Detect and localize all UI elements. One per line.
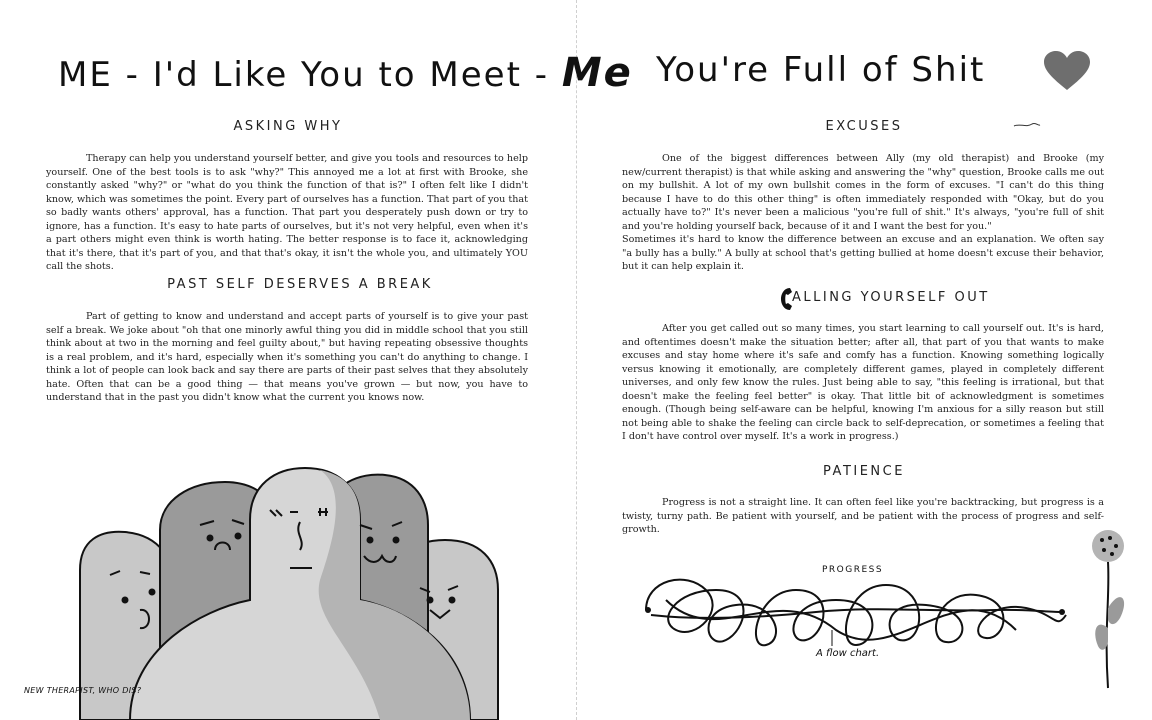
left-dark-eye	[207, 535, 214, 542]
calling-yourself-out-paragraph: After you get called out so many times, you start learning to call yourself out. It's is hard, and oftentimes doesn't make the situation better; after all, that part of you that wants to make excuses and stay home where it's safe and comfy has a function. Knowing something logically versus knowing it emotionally, are completely different games, played in completely different universes, and only few know the rules. Just being able to say, "this feeling is irrational, but that doesn't make the feeling feel better" is okay. That little bit of acknowledgment is sometimes enough. (Though being self-aware can be helpful, knowing I'm anxious for a silly reason but still not being able to shake the feeling can circle back to self-deprecation, or sometimes a feeling that I don't have control over myself. It's a work in progress.)	[622, 323, 1104, 442]
illustration-caption: NEW THERAPIST, WHO DIS?	[24, 686, 142, 695]
past-self-heading: PAST SELF DESERVES A BREAK	[167, 277, 433, 292]
flower-stem	[1107, 562, 1109, 688]
right-page-title	[656, 50, 985, 90]
flower-head	[1092, 530, 1124, 562]
flower-leaf	[1095, 625, 1108, 650]
calling-yourself-out-body	[622, 322, 1104, 444]
left-page-title	[58, 50, 633, 96]
excuses-paragraph-2-text: Sometimes it's hard to know the difference between an excuse and an explanation. We often say "a bully has a bully." A bully at school that's getting bullied at home doesn't excuse their behavior, but it can help explain it.	[622, 234, 1104, 272]
far-left-eye	[149, 589, 156, 596]
tangled-line	[646, 580, 1066, 646]
selves-illustration	[0, 460, 576, 720]
title-suffix: Me	[561, 50, 633, 96]
past-self-body	[46, 310, 528, 405]
far-right-eye	[427, 597, 434, 604]
patience-paragraph: Progress is not a straight line. It can often feel like you're backtracking, but progress is a twisty, turny path. Be patient with yourself, and be patient with the process of progress and self-growth.	[622, 497, 1104, 535]
left-dark-eye	[235, 533, 242, 540]
progress-label: PROGRESS	[822, 565, 884, 575]
asking-why-heading: ASKING WHY	[233, 119, 343, 134]
excuses-paragraph-1: One of the biggest differences between Ally (my old therapist) and Brooke (my new/current therapist) is that while asking and answering the "why" question, Brooke calls me out on my bullshit. A lot of my own bullshit comes in the form of excuses. "I can't do this thing because I have to do this other thing" is often immediately responded with "Okay, but do you actually have to?" It's never been a malicious "you're full of shit." It's always, "you're full of shit and you're holding yourself back, because of it and I want the best for you."	[622, 153, 1104, 232]
far-left-eye	[122, 597, 129, 604]
flower-leaf	[1108, 597, 1124, 624]
title-prefix: ME - I'd Like You to Meet -	[58, 55, 549, 95]
calling-yourself-out-heading: ALLING YOURSELF OUT	[792, 290, 990, 305]
patience-body	[622, 496, 1104, 537]
right-dark-eye	[367, 537, 374, 544]
past-self-paragraph: Part of getting to know and understand and accept parts of yourself is to give your past self a break. We joke about "oh that one minorly awful thing you did in middle school that you still think about at two in the morning and feel guilty about," but having repeating obsessive thoughts is a real problem, and it's hard, especially when it's something you can't do anything to change. I think a lot of people can look back and say there are parts of their past selves that they absolutely hate. Often that can be a good thing — that means you've grown — but now, you have to understand that in the past you didn't know what the current you knows now.	[46, 311, 528, 403]
right-page	[576, 0, 1152, 720]
end-dot	[1059, 609, 1065, 615]
excuses-body	[622, 152, 1104, 274]
title-text: You're Full of Shit	[656, 50, 986, 90]
right-dark-eye	[393, 537, 400, 544]
asking-why-paragraph: Therapy can help you understand yourself better, and give you tools and resources to help yourself. One of the best tools is to ask "why?" This annoyed me a lot at first with Brooke, she constantly asked "why?" or "what do you think the function of that is?" I often felt like I didn't know, which was sometimes the point. Every part of ourselves has a function. That part of you that so badly wants others' approval, has a function. That part you desperately push down or try to ignore, has a function. It's easy to hate parts of ourselves, but it's not very helpful, even when it's a part others might even think is worth hating. The better response is to face it, acknowledging that it's there, that it's part of you, and that that's okay, it isn't the whole you, and ultimately YOU call the shots.	[46, 153, 528, 272]
patience-heading: PATIENCE	[823, 464, 905, 479]
progress-doodle	[636, 560, 1076, 660]
far-right-eye	[449, 597, 456, 604]
flower-doodle	[1090, 528, 1140, 688]
flow-chart-caption: A flow chart.	[816, 648, 880, 659]
asking-why-body	[46, 152, 528, 274]
excuses-heading: EXCUSES	[825, 119, 903, 134]
start-dot	[645, 607, 651, 613]
heart-icon	[1042, 50, 1092, 94]
